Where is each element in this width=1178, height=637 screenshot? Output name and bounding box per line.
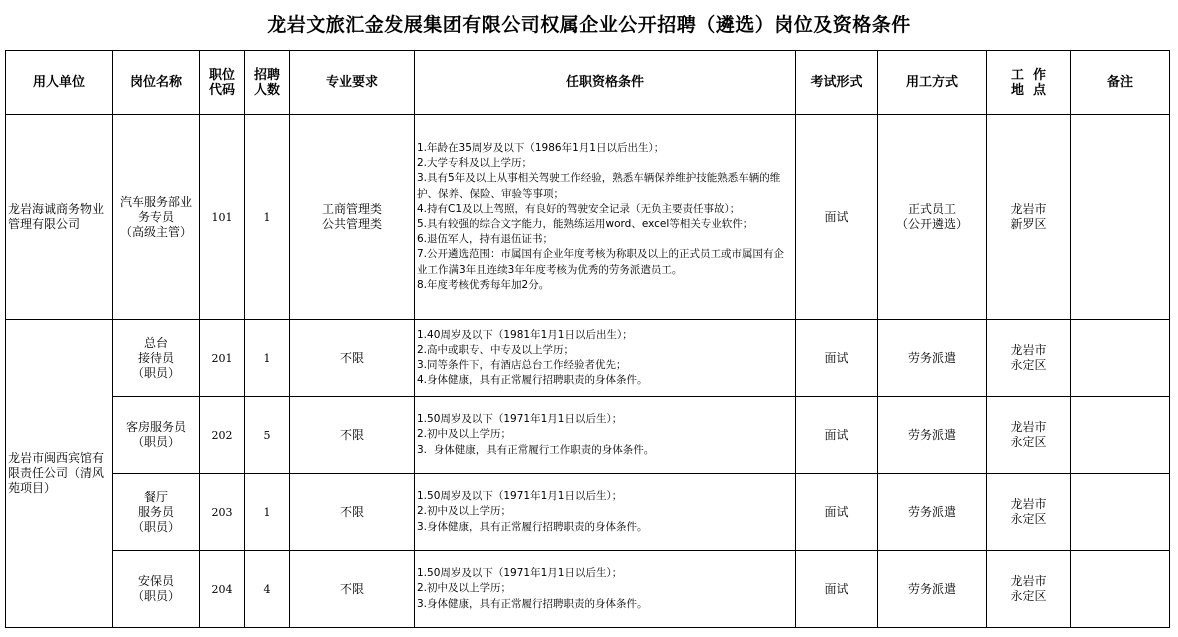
code-cell: 204 bbox=[200, 551, 245, 628]
header-count: 招聘 人数 bbox=[245, 51, 290, 115]
position-cell: 餐厅 服务员 （职员） bbox=[113, 474, 200, 551]
table-row bbox=[6, 397, 1170, 474]
table-row bbox=[6, 474, 1170, 551]
qualifications-cell: 1.50周岁及以下（1971年1月1日以后生）； 2.初中及以上学历； 3. 身体健康，具有正常履行工作职责的身体条件。 bbox=[415, 397, 796, 474]
qualifications-cell: 1.40周岁及以下（1981年1月1日以后出生）； 2.高中或职专、中专及以上学历； 3.同等条件下，有酒店总台工作经验者优先； 4.身体健康，具有正常履行招聘职责的身体条件。 bbox=[415, 320, 796, 397]
exam-cell: 面试 bbox=[796, 115, 878, 320]
exam-cell: 面试 bbox=[796, 474, 878, 551]
location-cell: 龙岩市 永定区 bbox=[987, 474, 1071, 551]
header-location: 工 作 地 点 bbox=[987, 51, 1071, 115]
code-cell: 202 bbox=[200, 397, 245, 474]
exam-cell: 面试 bbox=[796, 397, 878, 474]
major-cell: 不限 bbox=[290, 551, 415, 628]
qualifications-cell: 1.年龄在35周岁及以下（1986年1月1日以后出生）； 2.大学专科及以上学历； 3.具有5年及以上从事相关驾驶工作经验，熟悉车辆保养维护技能熟悉车辆的维护、保养、保险、审验等事项； 4.持有C1及以上驾照，有良好的驾驶安全记录（无负主要责任事故）； 5.具有较强的综合文字能力，能熟练运用word、excel等相关专业软件； 6.退伍军人，持有退伍证书； 7.公开遴选范围：市属国有企业年度考核为称职及以上的正式员工或市属国有企业工作满3年且连续3年年度考核为优秀的劳务派遣员工。 8.年度考核优秀每年加2分。 bbox=[415, 115, 796, 320]
code-cell: 201 bbox=[200, 320, 245, 397]
exam-cell: 面试 bbox=[796, 551, 878, 628]
employment-cell: 劳务派遣 bbox=[878, 474, 987, 551]
header-employment: 用工方式 bbox=[878, 51, 987, 115]
unit-cell: 龙岩市闽西宾馆有限责任公司（清风苑项目） bbox=[6, 320, 113, 628]
page-title: 龙岩文旅汇金发展集团有限公司权属企业公开招聘（遴选）岗位及资格条件 bbox=[267, 14, 911, 36]
table-row bbox=[6, 551, 1170, 628]
location-cell: 龙岩市 永定区 bbox=[987, 397, 1071, 474]
code-cell: 203 bbox=[200, 474, 245, 551]
header-qualifications: 任职资格条件 bbox=[415, 51, 796, 115]
employment-cell: 正式员工 （公开遴选） bbox=[878, 115, 987, 320]
remarks-cell bbox=[1071, 320, 1170, 397]
exam-cell: 面试 bbox=[796, 320, 878, 397]
remarks-cell bbox=[1071, 397, 1170, 474]
remarks-cell bbox=[1071, 474, 1170, 551]
header-position: 岗位名称 bbox=[113, 51, 200, 115]
count-cell: 4 bbox=[245, 551, 290, 628]
position-cell: 汽车服务部业 务专员 （高级主管） bbox=[113, 115, 200, 320]
header-code: 职位 代码 bbox=[200, 51, 245, 115]
count-cell: 1 bbox=[245, 115, 290, 320]
position-cell: 安保员 （职员） bbox=[113, 551, 200, 628]
qualifications-cell: 1.50周岁及以下（1971年1月1日以后生）； 2.初中及以上学历； 3.身体健康，具有正常履行招聘职责的身体条件。 bbox=[415, 474, 796, 551]
major-cell: 不限 bbox=[290, 320, 415, 397]
position-cell: 客房服务员 （职员） bbox=[113, 397, 200, 474]
header-remarks: 备注 bbox=[1071, 51, 1170, 115]
unit-cell: 龙岩海诚商务物业管理有限公司 bbox=[6, 115, 113, 320]
count-cell: 1 bbox=[245, 474, 290, 551]
remarks-cell bbox=[1071, 115, 1170, 320]
recruitment-table bbox=[5, 50, 1170, 628]
major-cell: 不限 bbox=[290, 474, 415, 551]
table-row bbox=[6, 320, 1170, 397]
employment-cell: 劳务派遣 bbox=[878, 551, 987, 628]
header-unit: 用人单位 bbox=[6, 51, 113, 115]
position-cell: 总台 接待员 （职员） bbox=[113, 320, 200, 397]
table-row bbox=[6, 115, 1170, 320]
major-cell: 工商管理类 公共管理类 bbox=[290, 115, 415, 320]
header-exam: 考试形式 bbox=[796, 51, 878, 115]
employment-cell: 劳务派遣 bbox=[878, 320, 987, 397]
major-cell: 不限 bbox=[290, 397, 415, 474]
location-cell: 龙岩市 永定区 bbox=[987, 551, 1071, 628]
location-cell: 龙岩市 新罗区 bbox=[987, 115, 1071, 320]
location-cell: 龙岩市 永定区 bbox=[987, 320, 1071, 397]
code-cell: 101 bbox=[200, 115, 245, 320]
count-cell: 5 bbox=[245, 397, 290, 474]
header-row bbox=[6, 51, 1170, 115]
qualifications-cell: 1.50周岁及以下（1971年1月1日以后生）； 2.初中及以上学历； 3.身体健康，具有正常履行招聘职责的身体条件。 bbox=[415, 551, 796, 628]
employment-cell: 劳务派遣 bbox=[878, 397, 987, 474]
count-cell: 1 bbox=[245, 320, 290, 397]
header-major: 专业要求 bbox=[290, 51, 415, 115]
remarks-cell bbox=[1071, 551, 1170, 628]
